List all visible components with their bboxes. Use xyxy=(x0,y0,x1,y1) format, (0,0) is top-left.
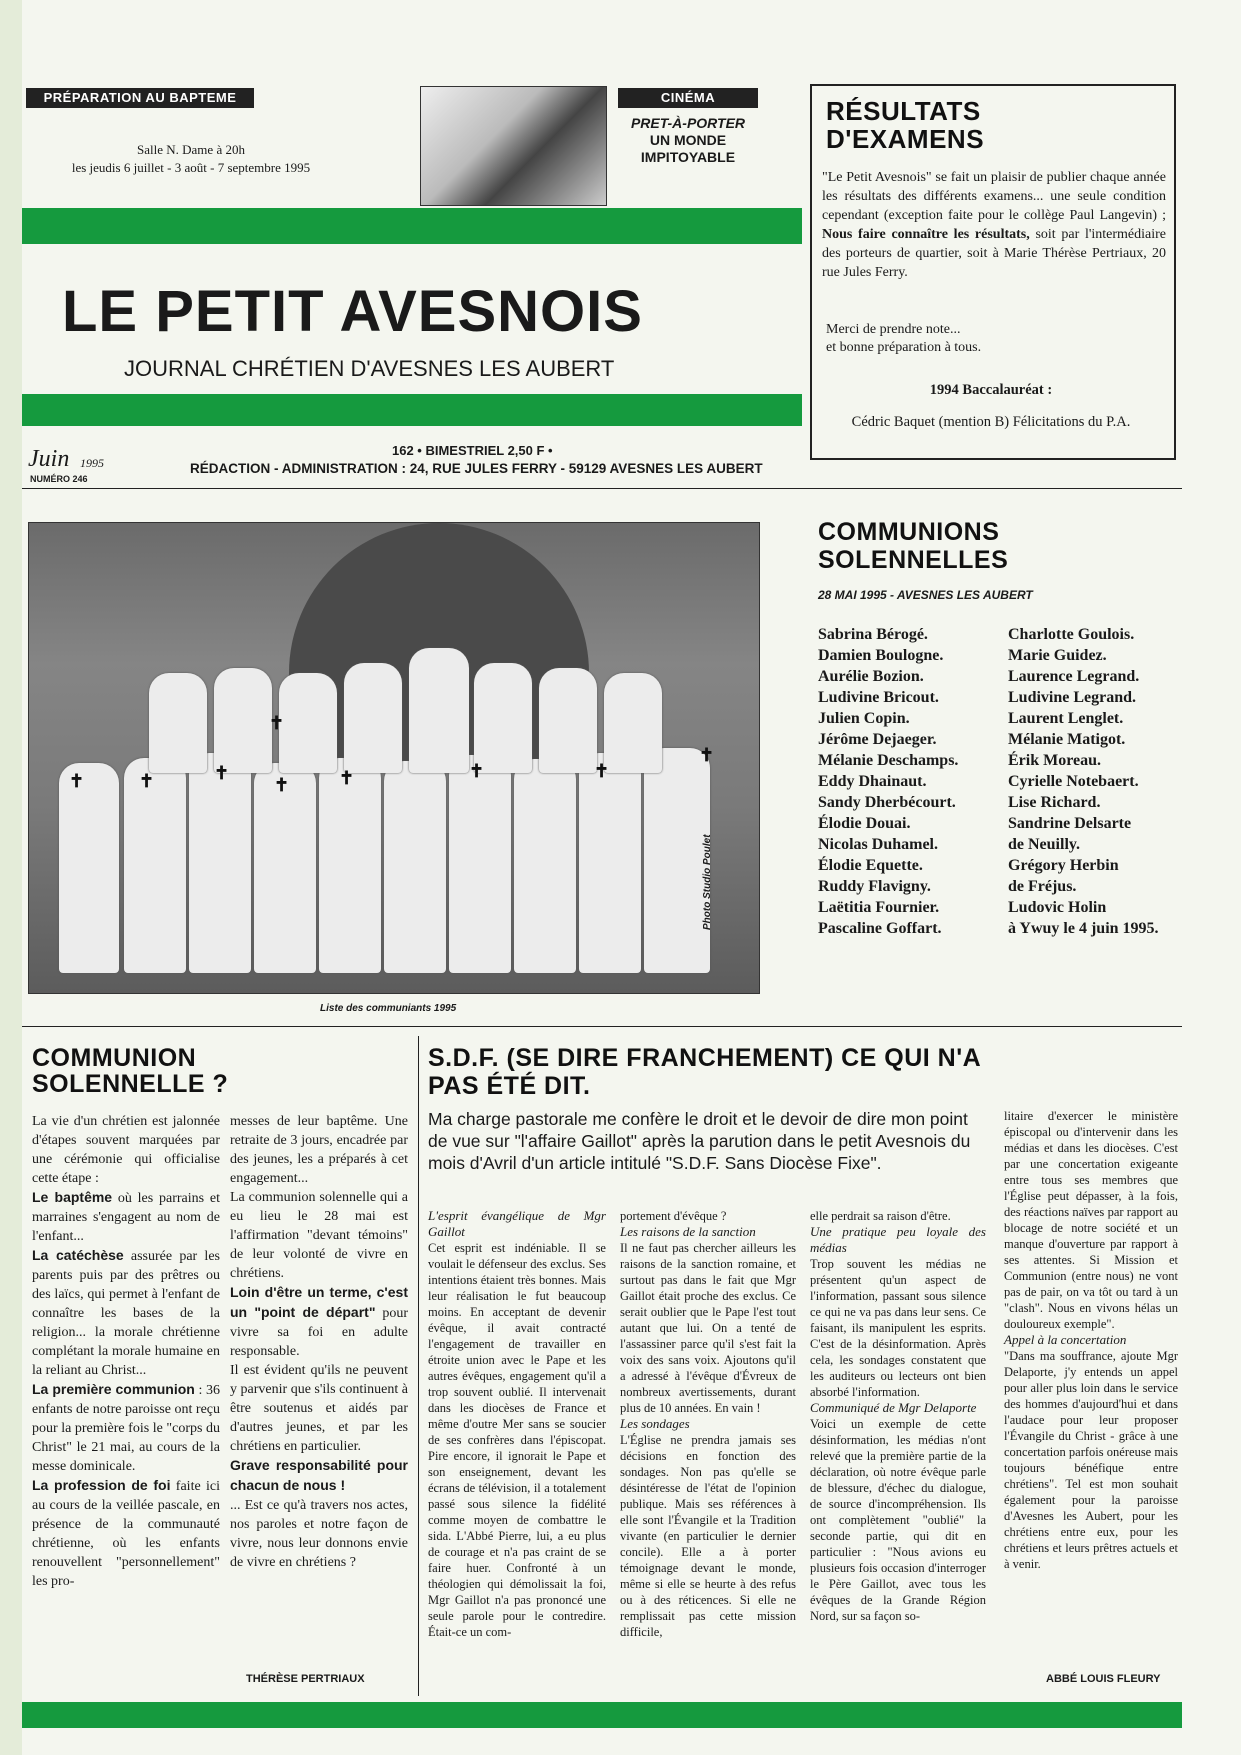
communicant-name: Ludivine Legrand. xyxy=(1008,689,1137,706)
bapteme-label: PRÉPARATION AU BAPTEME xyxy=(26,88,254,108)
communicant xyxy=(539,668,597,773)
paragraph-text: : 36 enfants de notre paroisse ont reçu pour la première fois le "corps du Christ" le 21 mai, au cours de la messe dominicale. xyxy=(32,1383,221,1474)
communion-article-col-1 xyxy=(32,1112,220,1591)
paragraph-text: L'Église ne prendra jamais ses décisions en fonction des sondages. Non pas qu'elle se désintéresse de l'état de l'opinion publique. Mais ses références à elle sont l'Évangile et la Tradition vivante (en particulier le dernier concile). Elle a à porter témoignage devant le monde, même si elle se heurte à des refus ou à des réticences. Si elle ne remplissait pas cette mission difficile, xyxy=(620,1433,796,1639)
divider-middle xyxy=(22,1026,1182,1027)
communicant-name: Charlotte Goulois. xyxy=(1008,626,1135,643)
communicant-name: Marie Guidez. xyxy=(1008,647,1107,664)
communion-article-title-1: COMMUNION xyxy=(32,1044,197,1072)
communicant-name: Damien Boulogne. xyxy=(818,647,944,664)
paragraph-lead: La catéchèse xyxy=(32,1247,124,1263)
section-subhead: Les sondages xyxy=(620,1416,690,1431)
issue-line: 162 • BIMESTRIEL 2,50 F • xyxy=(392,443,553,458)
paragraph xyxy=(230,1112,408,1188)
communicant xyxy=(604,673,662,773)
communicant-name: Cyrielle Notebaert. xyxy=(1008,773,1139,790)
resultats-para-end: soit par l'intermédiaire des porteurs de quartier, soit à Marie Thérèse Pertriaux, 20 rue Jules Ferry. xyxy=(822,227,1166,280)
communicant xyxy=(344,663,402,773)
communicant-name: Pascaline Goffart. xyxy=(818,920,942,937)
sdf-col-3 xyxy=(810,1208,986,1624)
paragraph-text: litaire d'exercer le ministère épiscopal ou d'intervenir dans les médias et dans les diocèses. C'est par une concertation exigeante entre tous ses membres que l'Église peut dépasser, à la fois, des réactions naïves par rapport au blocage de notre société et un manque d'ouverture par rapport à ses attentes. Si Mission et Communion (entre nous) ne vont pas de pair, on va tôt ou tard à un "clash". Nous en vivons hélas un douloureux exemple". xyxy=(1004,1109,1178,1331)
communicant xyxy=(384,761,446,973)
communion-article-title-2: SOLENNELLE ? xyxy=(32,1070,229,1098)
communicant-name: Laurence Legrand. xyxy=(1008,668,1140,685)
resultats-merci-1: Merci de prendre note... xyxy=(826,322,961,337)
communicant-name: Laurent Lenglet. xyxy=(1008,710,1124,727)
paragraph-text: Il ne faut pas chercher ailleurs les raisons de la sanction romaine, et surtout pas dans le fait que Mgr Gaillot était proche des exclus. Ce serait oublier que le Pape l'est tout autant que lui. On a tenté de l'assassiner parce qu'il s'est fait la voix des sans voix. Ajoutons qu'il a adressé à l'évêque d'Évreux de nombreux avertissements, durant plus de 10 années. En vain ! xyxy=(620,1241,796,1415)
cinema-photo xyxy=(420,86,607,206)
cross-icon: ✝ xyxy=(339,768,355,788)
cross-icon: ✝ xyxy=(69,771,85,791)
communicant xyxy=(189,753,251,973)
communicant-name: Ludovic Holin xyxy=(1008,899,1107,916)
divider-top xyxy=(22,488,1182,489)
paragraph xyxy=(230,1188,408,1283)
cinema-label: CINÉMA xyxy=(618,88,758,108)
communicant-name: à Ywuy le 4 juin 1995. xyxy=(1008,920,1159,937)
paragraph-text: "Dans ma souffrance, ajoute Mgr Delaporte, j'y entends un appel pour aller plus loin dans le service des hommes d'aujourd'hui et dans l'audace pour leur proposer l'Évangile du Christ - grâce à une concertation parfois onéreuse mais toujours bénéfique entre chrétiens". Tel est mon souhait également pour la paroisse d'Avesnes les Aubert, pour les chrétiens entre eux, pour les chrétiens et leurs prêtres actuels et à venir. xyxy=(1004,1349,1178,1571)
paragraph-text: messes de leur baptême. Une retraite de 3 jours, encadrée par des jeunes, les a préparés à cet engagement... xyxy=(230,1114,408,1186)
resultats-para-bold: Nous faire connaître les résultats, xyxy=(822,227,1030,242)
section-subhead: Les raisons de la sanction xyxy=(620,1224,756,1239)
communicant-name: de Fréjus. xyxy=(1008,878,1077,895)
cinema-title-3: IMPITOYABLE xyxy=(640,149,736,165)
communicant xyxy=(449,755,511,973)
names-list-left xyxy=(818,624,1008,939)
paragraph xyxy=(32,1246,220,1380)
paragraph-text: pour vivre sa foi en adulte responsable. xyxy=(230,1306,408,1359)
sdf-title-1: S.D.F. (SE DIRE FRANCHEMENT) CE QUI N'A xyxy=(428,1044,982,1072)
communicant xyxy=(579,753,641,973)
communicant xyxy=(409,648,469,773)
communicant-name: Jérôme Dejaeger. xyxy=(818,731,937,748)
section-subhead: Une pratique peu loyale des médias xyxy=(810,1224,986,1255)
communicant-name: Élodie Equette. xyxy=(818,857,923,874)
paragraph-lead: Le baptême xyxy=(32,1189,113,1205)
names-list-right xyxy=(1008,624,1183,939)
section-subhead: Appel à la concertation xyxy=(1004,1332,1127,1347)
communicant-name: Sandy Dherbécourt. xyxy=(818,794,956,811)
cinema-title-1: PRET-À-PORTER xyxy=(630,115,746,131)
paragraph-lead: La profession de foi xyxy=(32,1477,171,1493)
communicant xyxy=(319,758,381,973)
communicant xyxy=(644,748,710,973)
bapteme-line1: Salle N. Dame à 20h xyxy=(137,142,245,157)
footer-bar xyxy=(22,1702,1182,1728)
communicant-name: Sandrine Delsarte xyxy=(1008,815,1132,832)
bac-line: Cédric Baquet (mention B) Félicitations du P.A. xyxy=(851,414,1131,430)
cross-icon: ✝ xyxy=(699,745,715,765)
communicant xyxy=(59,763,119,973)
issue-number: NUMÉRO 246 xyxy=(30,474,88,484)
sdf-col-1 xyxy=(428,1208,606,1640)
bapteme-line2: les jeudis 6 juillet - 3 août - 7 septembre 1995 xyxy=(71,160,311,175)
cross-icon: ✝ xyxy=(274,775,290,795)
resultats-title-1: RÉSULTATS xyxy=(826,96,981,126)
cross-icon: ✝ xyxy=(469,761,485,781)
resultats-merci-2: et bonne préparation à tous. xyxy=(826,340,982,355)
cross-icon: ✝ xyxy=(594,761,610,781)
communicant-name: Eddy Dhainaut. xyxy=(818,773,927,790)
communicant xyxy=(149,673,207,773)
paragraph-text: La vie d'un chrétien est jalonnée d'étapes souvent marquées par une cérémonie qui officialise cette étape : xyxy=(32,1114,220,1186)
photo-caption: Liste des communiants 1995 xyxy=(320,1003,457,1014)
paragraph xyxy=(32,1112,220,1188)
issue-month: Juin xyxy=(28,446,70,472)
communicant xyxy=(279,673,337,773)
communicant xyxy=(214,668,272,773)
masthead-subtitle: JOURNAL CHRÉTIEN D'AVESNES LES AUBERT xyxy=(124,356,615,381)
cinema-title-2: UN MONDE xyxy=(649,132,727,148)
paragraph-text: Cet esprit est indéniable. Il se voulait le défenseur des exclus. Ses intentions étaient très bonnes. Mais leur réalisation le fut beaucoup moins. En acceptant de devenir évêque, il avait contracté l'engagement de travailler en étroite union avec le Pape et les autres évêques, engagement qu'il a trop souvent oublié. Il intervenait dans les diocèses de France et même d'outre Mer sans se soucier de ses confrères dans l'épiscopat. Pire encore, il ignorait le Pape et son enseignement, devant les écrans de télévision, il a totalement passé sous silence la fidélité comme moyen de combattre le sida. L'Abbé Pierre, lui, a eu plus de courage et n'a pas craint de se faire huer. Confronté à un théologien qui démolissait la foi, Mgr Gaillot n'a pas prononcé une seule parole pour le contredire. Était-ce un com- xyxy=(428,1241,606,1639)
divider-vertical xyxy=(418,1036,419,1696)
communion-photo xyxy=(28,522,760,994)
paragraph-text: elle perdrait sa raison d'être. xyxy=(810,1209,951,1223)
paragraph-lead: Grave responsabilité pour chacun de nous ! xyxy=(230,1457,408,1493)
paragraph-lead: Loin d'être un terme, c'est un "point de départ" xyxy=(230,1284,408,1320)
communicant-name: Nicolas Duhamel. xyxy=(818,836,938,853)
communicant-name: Grégory Herbin xyxy=(1008,857,1119,874)
cross-icon: ✝ xyxy=(139,771,155,791)
masthead-title: LE PETIT AVESNOIS xyxy=(62,279,643,344)
masthead-bar-bottom xyxy=(22,394,802,426)
page-left-edge xyxy=(0,0,22,1755)
communicant-name: Élodie Douai. xyxy=(818,815,911,832)
communions-title-2: SOLENNELLES xyxy=(818,546,1009,574)
sdf-signature: ABBÉ LOUIS FLEURY xyxy=(1046,1673,1161,1685)
paragraph xyxy=(32,1188,220,1246)
resultats-title-2: D'EXAMENS xyxy=(826,124,985,154)
communicant-name: Ludivine Bricout. xyxy=(818,689,939,706)
paragraph xyxy=(230,1283,408,1361)
paragraph-text: portement d'évêque ? xyxy=(620,1209,727,1223)
paragraph-text: Voici un exemple de cette désinformation, les médias n'ont relevé que la première partie de la déclaration, où notre évêque parle de blessure, d'échec du dialogue, de source d'incompréhension. Ils ont complètement "oublié" la seconde partie, qui dit en particulier : "Nous avions eu plusieurs fois occasion d'interroger le Père Gaillot, avec tous les évêques de la Grande Région Nord, sur sa façon so- xyxy=(810,1417,986,1623)
section-subhead: L'esprit évangélique de Mgr Gaillot xyxy=(428,1208,606,1239)
paragraph-text: où les parrains et marraines s'engagent au nom de l'enfant... xyxy=(32,1191,220,1244)
paragraph-text: assurée par les parents puis par des prêtres ou des laïcs, qui permet à l'enfant de connaître les bases de la religion... la morale chrétienne complétant la morale humaine en la reliant au Christ... xyxy=(32,1249,220,1378)
section-subhead: Communiqué de Mgr Delaporte xyxy=(810,1400,977,1415)
paragraph xyxy=(32,1476,220,1591)
communicant-name: Sabrina Bérogé. xyxy=(818,626,928,643)
paragraph xyxy=(230,1361,408,1456)
resultats-para xyxy=(822,168,1166,282)
paragraph-text: Il est évident qu'ils ne peuvent y parvenir que s'ils continuent à être soutenus et aidés par d'autres jeunes, et par les chrétiens en particulier. xyxy=(230,1363,408,1454)
communions-title-1: COMMUNIONS xyxy=(818,518,1000,546)
address-line: RÉDACTION - ADMINISTRATION : 24, RUE JULES FERRY - 59129 AVESNES LES AUBERT xyxy=(190,461,763,476)
communicant-name: Mélanie Deschamps. xyxy=(818,752,959,769)
paragraph xyxy=(230,1496,408,1572)
masthead-bar-top xyxy=(22,208,802,244)
communion-article-signature: THÉRÈSE PERTRIAUX xyxy=(246,1673,365,1685)
communicant-name: Mélanie Matigot. xyxy=(1008,731,1126,748)
cross-icon: ✝ xyxy=(269,713,285,733)
communions-date: 28 MAI 1995 - AVESNES LES AUBERT xyxy=(818,588,1033,602)
communicant-name: Ruddy Flavigny. xyxy=(818,878,931,895)
paragraph-text: La communion solennelle qui a eu lieu le 28 mai est l'affirmation "devant témoins" de leur volonté de vivre en chrétiens. xyxy=(230,1190,408,1281)
communicant xyxy=(474,663,532,773)
sdf-title-2: PAS ÉTÉ DIT. xyxy=(428,1072,591,1100)
communicant-name: Érik Moreau. xyxy=(1008,752,1102,769)
sdf-col-4 xyxy=(1004,1108,1178,1572)
resultats-para-text: "Le Petit Avesnois" se fait un plaisir de publier chaque année les résultats des différents examens... une seule condition cependant (exception faite pour le collège Paul Langevin) ; xyxy=(822,170,1166,223)
communicant xyxy=(514,759,576,973)
communicant xyxy=(124,758,186,973)
photo-credit: Photo Studio Poulet xyxy=(702,834,713,930)
communicant-name: Laëtitia Fournier. xyxy=(818,899,940,916)
sdf-col-2 xyxy=(620,1208,796,1640)
issue-year: 1995 xyxy=(80,456,104,470)
paragraph-text: Trop souvent les médias ne présentent qu'un aspect de l'information, passant sous silence ce qui ne va pas dans leur sens. Ce faisant, ils manipulent les esprits. C'est de la désinformation. Après cela, les sondages constatent que les auditeurs ou lecteurs ont bien absorbé l'information. xyxy=(810,1257,986,1399)
paragraph-text: ... Est ce qu'à travers nos actes, nos paroles et notre façon de vivre, nous leur donnons envie de vivre en chrétiens ? xyxy=(230,1498,408,1570)
paragraph xyxy=(32,1380,220,1476)
bac-title: 1994 Baccalauréat : xyxy=(929,382,1053,398)
communion-article-col-2 xyxy=(230,1112,408,1572)
paragraph-text: faite ici au cours de la veillée pascale, en présence de la communauté chrétienne, où les enfants renouvellent "personnellement" les pro- xyxy=(32,1479,220,1589)
sdf-intro: Ma charge pastorale me confère le droit et le devoir de dire mon point de vue sur "l'affaire Gaillot" après la parution dans le petit Avesnois du mois d'Avril d'un article intitulé "S.D.F. Sans Diocèse Fixe". xyxy=(428,1109,971,1173)
communicant-name: Aurélie Bozion. xyxy=(818,668,924,685)
communicant-name: Lise Richard. xyxy=(1008,794,1101,811)
paragraph-lead: La première communion xyxy=(32,1381,195,1397)
cross-icon: ✝ xyxy=(214,763,230,783)
paragraph xyxy=(230,1456,408,1496)
communicant-name: de Neuilly. xyxy=(1008,836,1081,853)
communicant-name: Julien Copin. xyxy=(818,710,910,727)
